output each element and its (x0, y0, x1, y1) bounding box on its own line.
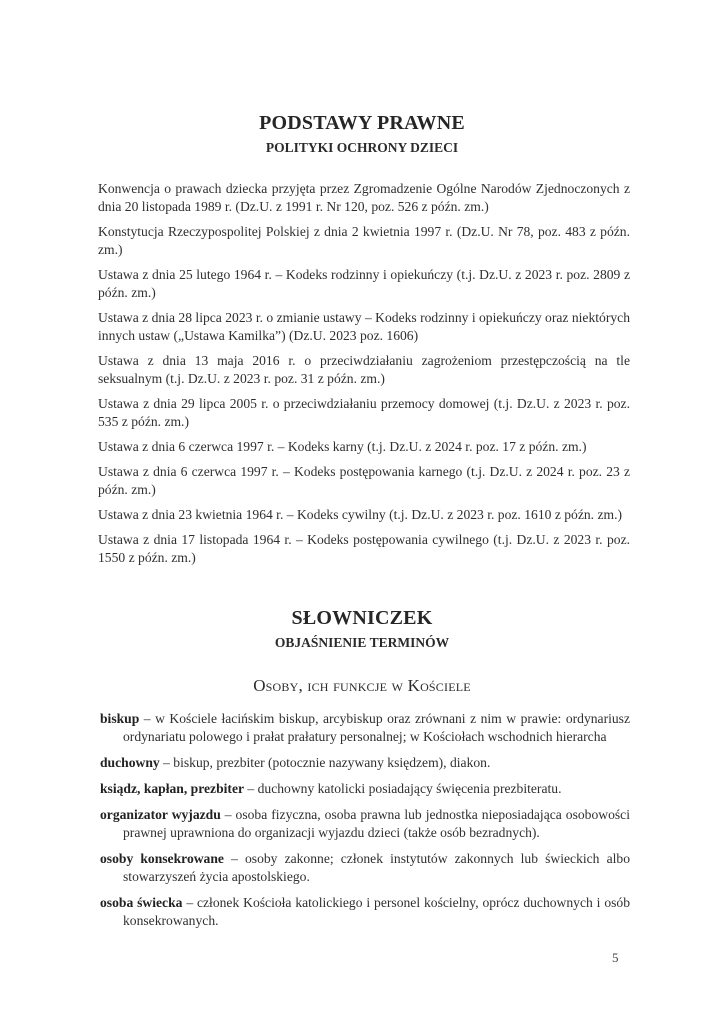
page-number: 5 (612, 950, 619, 965)
law-item: Ustawa z dnia 6 czerwca 1997 r. – Kodeks postępowania karnego (t.j. Dz.U. z 2024 r. poz. 23 z późn. zm.) (98, 464, 630, 497)
law-item: Ustawa z dnia 28 lipca 2023 r. o zmianie ustawy – Kodeks rodzinny i opiekuńczy oraz niektórych innych ustaw („Ustawa Kamilka”) (Dz.U. 2023 poz. 1606) (98, 310, 630, 343)
law-item: Konwencja o prawach dziecka przyjęta przez Zgromadzenie Ogólne Narodów Zjednoczonych z dnia 20 listopada 1989 r. (Dz.U. z 1991 r. Nr 120, poz. 526 z późn. zm.) (98, 181, 630, 214)
glossary-entry (100, 806, 630, 842)
glossary-term: organizator wyjazdu (100, 807, 221, 822)
glossary-definition: – osoba fizyczna, osoba prawna lub jednostka nieposiadająca osobowości prawnej uprawniona do organizacji wyjazdu dzieci (także osób bezradnych). (123, 807, 630, 840)
glossary-term: osoba świecka (100, 895, 183, 910)
law-item: Ustawa z dnia 25 lutego 1964 r. – Kodeks rodzinny i opiekuńczy (t.j. Dz.U. z 2023 r. poz. 2809 z późn. zm.) (98, 267, 630, 300)
glossary-entry (100, 710, 630, 746)
section-title-glossary: SŁOWNICZEK (291, 607, 433, 629)
glossary-definition: – członek Kościoła katolickiego i personel kościelny, oprócz duchownych i osób konsekrowanych. (123, 895, 631, 928)
glossary-term: ksiądz, kapłan, prezbiter (100, 781, 245, 796)
glossary-term: duchowny (100, 755, 160, 770)
glossary-definition: – w Kościele łacińskim biskup, arcybiskup oraz zrównani z nim w prawie: ordynariusz ordynariatu polowego i prałat prałatury personalnej; w Kościołach wschodnich hierarcha (123, 711, 630, 744)
glossary-definition: – biskup, prezbiter (potocznie nazywany księdzem), diakon. (159, 755, 491, 770)
glossary-list (100, 710, 630, 938)
section-title-legal-basis: PODSTAWY PRAWNE (259, 112, 465, 134)
law-item: Ustawa z dnia 17 listopada 1964 r. – Kodeks postępowania cywilnego (t.j. Dz.U. z 2023 r. poz. 1550 z późn. zm.) (98, 532, 630, 565)
glossary-definition: – duchowny katolicki posiadający święcenia prezbiteratu. (244, 781, 562, 796)
glossary-entry (100, 780, 630, 798)
law-item: Ustawa z dnia 23 kwietnia 1964 r. – Kodeks cywilny (t.j. Dz.U. z 2023 r. poz. 1610 z późn. zm.) (98, 507, 623, 522)
glossary-subsection-title: Osoby, ich funkcje w Kościele (253, 676, 471, 695)
section-subtitle-glossary: OBJAŚNIENIE TERMINÓW (274, 635, 450, 650)
law-item: Konstytucja Rzeczypospolitej Polskiej z dnia 2 kwietnia 1997 r. (Dz.U. Nr 78, poz. 483 z późn. zm.) (98, 224, 630, 257)
glossary-entry (100, 850, 630, 886)
glossary-entry (100, 894, 630, 930)
glossary-entry (100, 754, 630, 772)
legal-basis-list (98, 180, 630, 574)
glossary-definition: – osoby zakonne; członek instytutów zakonnych lub świeckich albo stowarzyszeń życia apostolskiego. (123, 851, 631, 884)
law-item: Ustawa z dnia 6 czerwca 1997 r. – Kodeks karny (t.j. Dz.U. z 2024 r. poz. 17 z późn. zm.) (98, 439, 587, 454)
law-item: Ustawa z dnia 13 maja 2016 r. o przeciwdziałaniu zagrożeniom przestępczością na tle seksualnym (t.j. Dz.U. z 2023 r. poz. 31 z późn. zm.) (98, 353, 630, 386)
glossary-term: biskup (100, 711, 140, 726)
law-item: Ustawa z dnia 29 lipca 2005 r. o przeciwdziałaniu przemocy domowej (t.j. Dz.U. z 2023 r. poz. 535 z późn. zm.) (98, 396, 630, 429)
glossary-term: osoby konsekrowane (100, 851, 224, 866)
section-subtitle-legal-basis: POLITYKI OCHRONY DZIECI (265, 140, 459, 155)
